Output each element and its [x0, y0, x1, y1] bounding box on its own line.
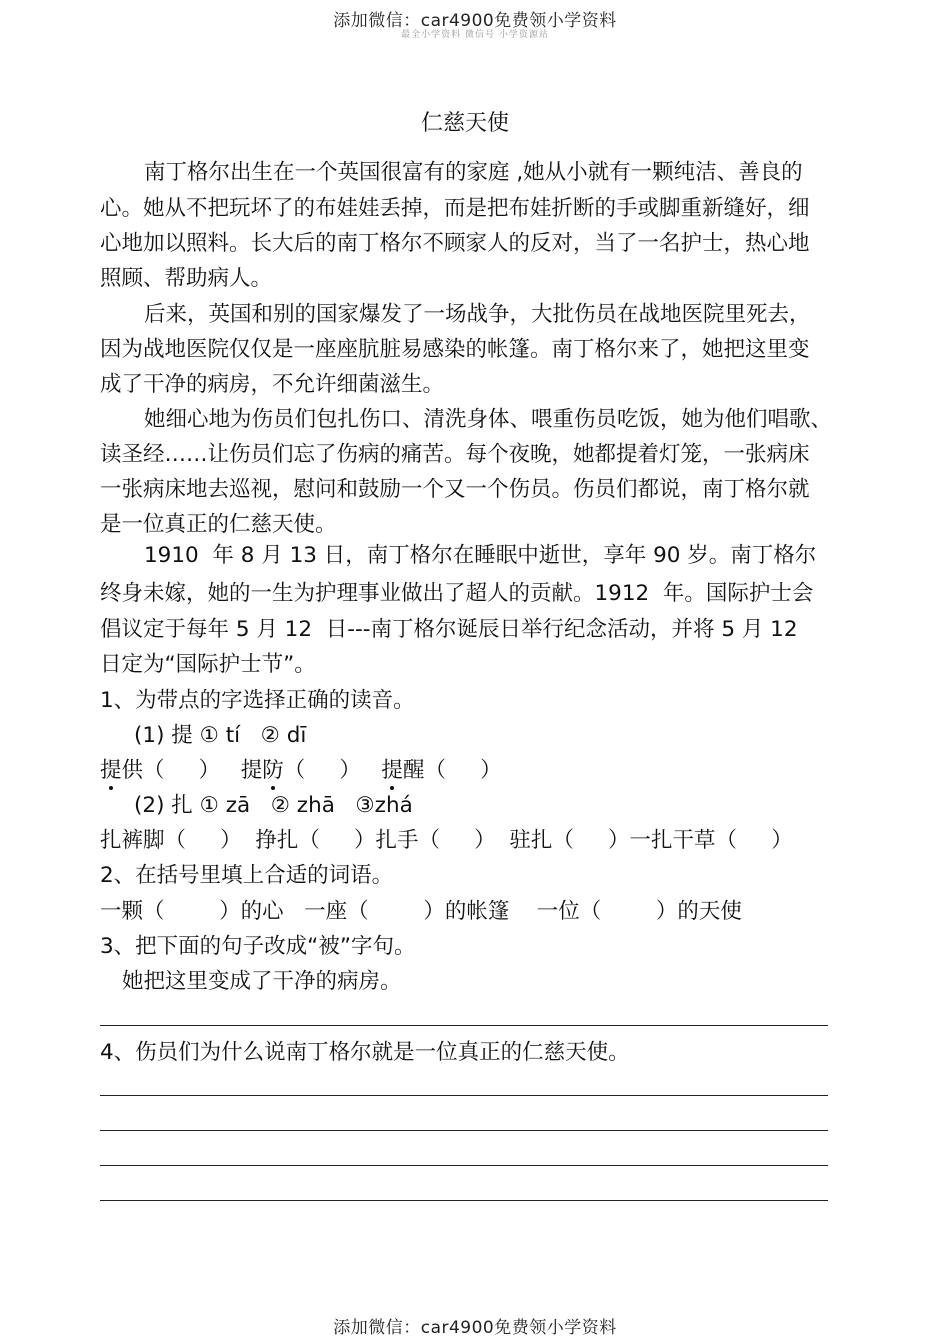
question-1-sub1-words	[100, 757, 502, 785]
passage-line: 因为战地医院仅仅是一座座肮脏易感染的帐篷。南丁格尔来了，她把这里变	[100, 337, 810, 362]
dotted-char: 提	[100, 758, 122, 783]
question-4-prompt: 4、伤员们为什么说南丁格尔就是一位真正的仁慈天使。	[100, 1040, 630, 1065]
passage-line: 读圣经……让伤员们忘了伤病的痛苦。每个夜晚，她都提着灯笼，一张病床	[100, 442, 810, 467]
answer-line[interactable]	[100, 1025, 828, 1026]
word-blank: 醒（ ）	[402, 758, 502, 783]
question-1-sub2-label: (2) 扎 ① zā ② zhā ③zhá	[134, 793, 413, 818]
question-1-sub2-words: 扎裤脚（ ） 挣扎（ ）扎手（ ） 驻扎（ ）一扎干草（ ）	[100, 828, 793, 853]
passage-line: 倡议定于每年 5 月 12 日---南丁格尔诞辰日举行纪念活动，并将 5 月 12	[100, 617, 798, 642]
passage-line: 后来，英国和别的国家爆发了一场战争，大批伤员在战地医院里死去，	[144, 302, 811, 327]
question-3-sentence: 她把这里变成了干净的病房。	[122, 969, 402, 994]
answer-line[interactable]	[100, 1095, 828, 1096]
passage-line: 心。她从不把玩坏了的布娃娃丢掉，而是把布娃折断的手或脚重新缝好，细	[100, 196, 810, 221]
page-title: 仁慈天使	[420, 111, 509, 136]
word-prefix: 提	[240, 758, 263, 783]
passage-line: 终身未嫁，她的一生为护理事业做出了超人的贡献。1912 年。国际护士会	[100, 581, 814, 606]
passage-line: 心地加以照料。长大后的南丁格尔不顾家人的反对，当了一名护士，热心地	[100, 231, 810, 256]
answer-line[interactable]	[100, 1165, 828, 1166]
watermark-subtitle: 最全小学资料 微信号 小学资源站	[401, 30, 549, 40]
passage-line: 日定为“国际护士节”。	[100, 652, 316, 677]
passage-line: 一张病床地去巡视，慰问和鼓励一个又一个伤员。伤员们都说，南丁格尔就	[100, 477, 810, 502]
word-blank: 供（ ）	[121, 758, 221, 783]
passage-line: 照顾、帮助病人。	[100, 266, 273, 291]
passage-line: 成了干净的病房，不允许细菌滋生。	[100, 372, 445, 397]
dotted-char: 防	[262, 758, 284, 783]
word-blank: （ ）	[283, 758, 361, 783]
passage-line: 南丁格尔出生在一个英国很富有的家庭 ,她从小就有一颗纯洁、善良的	[144, 160, 803, 185]
question-1-prompt: 1、为带点的字选择正确的读音。	[100, 688, 415, 713]
answer-line[interactable]	[100, 1130, 828, 1131]
answer-line[interactable]	[100, 1200, 828, 1201]
dotted-char: 提	[381, 758, 403, 783]
passage-line: 是一位真正的仁慈天使。	[100, 512, 337, 537]
passage-line: 她细心地为伤员们包扎伤口、清洗身体、喂重伤员吃饭，她为他们唱歌、	[144, 407, 833, 432]
watermark-top: 添加微信：car4900免费领小学资料	[333, 11, 617, 31]
question-3-prompt: 3、把下面的句子改成“被”字句。	[100, 934, 416, 959]
question-2-blanks: 一颗（ ）的心 一座（ ）的帐篷 一位（ ）的天使	[100, 899, 742, 924]
question-1-sub1-label: (1) 提 ① tí ② dī	[134, 723, 307, 748]
question-2-prompt: 2、在括号里填上合适的词语。	[100, 863, 394, 888]
watermark-bottom: 添加微信：car4900免费领小学资料	[333, 1318, 617, 1338]
passage-line: 1910 年 8 月 13 日，南丁格尔在睡眠中逝世，享年 90 岁。南丁格尔	[144, 543, 817, 568]
